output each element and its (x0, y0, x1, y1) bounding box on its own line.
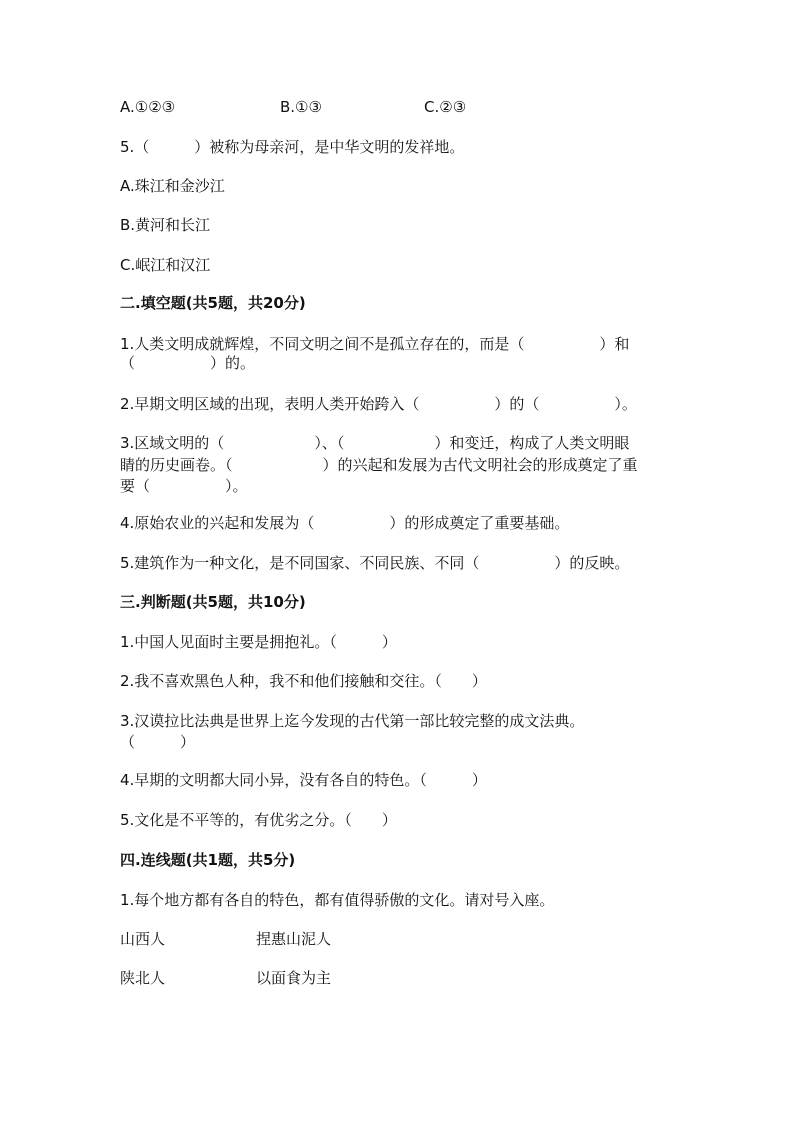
section-2-heading: 二.填空题(共5题，共20分) (120, 294, 306, 312)
fill-q4: 4.原始农业的兴起和发展为（ ）的形成奠定了重要基础。 (120, 514, 570, 532)
section-3-heading: 三.判断题(共5题，共10分) (120, 593, 306, 611)
fill-q5: 5.建筑作为一种文化，是不同国家、不同民族、不同（ ）的反映。 (120, 554, 630, 572)
match-left-item: 陕北人 (120, 969, 166, 987)
question-5-option-a: A.珠江和金沙江 (120, 177, 225, 195)
section-4-heading: 四.连线题(共1题，共5分) (120, 851, 296, 869)
fill-q1-line1: 1.人类文明成就辉煌，不同文明之间不是孤立存在的，而是（ ）和 (120, 335, 630, 353)
question-5-option-c: C.岷江和汉江 (120, 256, 211, 274)
fill-q3-line3: 要（ ）。 (120, 477, 248, 495)
judge-q5: 5.文化是不平等的，有优劣之分。（ ） (120, 811, 397, 829)
match-q1: 1.每个地方都有各自的特色，都有值得骄傲的文化。请对号入座。 (120, 891, 555, 909)
match-left-item: 山西人 (120, 930, 166, 948)
question-5-option-b: B.黄河和长江 (120, 216, 211, 234)
option-c-prev: C.②③ (424, 98, 467, 116)
judge-q3-line2: （ ） (120, 733, 196, 751)
fill-q1-line2: （ ）的。 (120, 354, 256, 372)
question-5-stem: 5.（ ）被称为母亲河，是中华文明的发祥地。 (120, 138, 465, 156)
fill-q3-line1: 3.区域文明的（ ）、（ ）和变迁，构成了人类文明眼 (120, 434, 630, 452)
fill-q3-line2: 睛的历史画卷。（ ）的兴起和发展为古代文明社会的形成奠定了重 (120, 456, 638, 474)
judge-q4: 4.早期的文明都大同小异，没有各自的特色。（ ） (120, 771, 487, 789)
option-a-prev: A.①②③ (120, 98, 176, 116)
match-right-item: 以面食为主 (256, 969, 332, 987)
fill-q2: 2.早期文明区域的出现，表明人类开始跨入（ ）的（ ）。 (120, 395, 637, 413)
judge-q1: 1.中国人见面时主要是拥抱礼。（ ） (120, 633, 397, 651)
match-right-item: 捏惠山泥人 (256, 930, 332, 948)
judge-q2: 2.我不喜欢黑色人种，我不和他们接触和交往。（ ） (120, 672, 487, 690)
option-b-prev: B.①③ (280, 98, 322, 116)
judge-q3-line1: 3.汉谟拉比法典是世界上迄今发现的古代第一部比较完整的成文法典。 (120, 712, 585, 730)
